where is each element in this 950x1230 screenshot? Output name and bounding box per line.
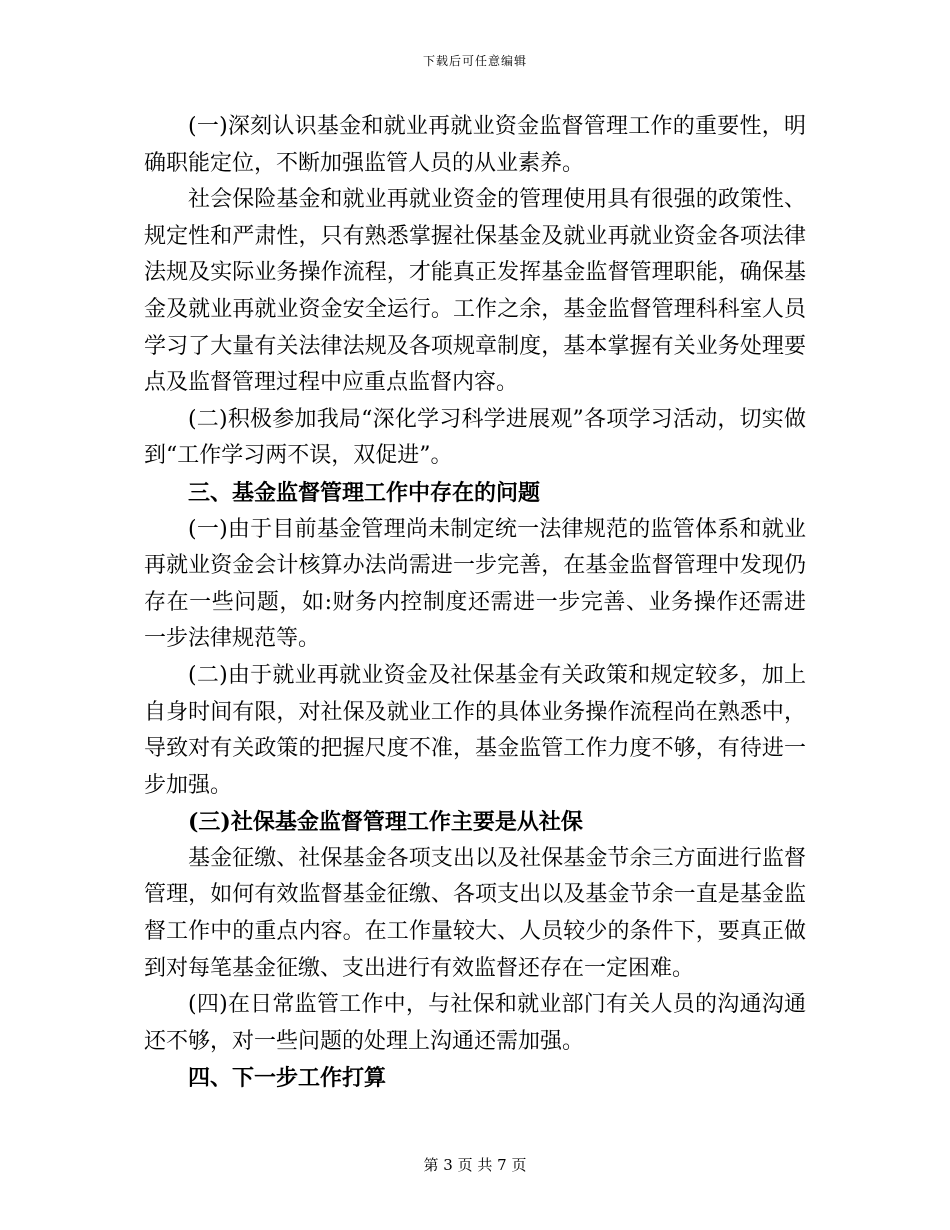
paragraph-6: 基金征缴、社保基金各项支出以及社保基金节余三方面进行监督管理，如何有效监督基金征缴、各项支出以及基金节余一直是基金监督工作中的重点内容。在工作量较大、人员较少的条件下，要真正做到对每笔基金征缴、支出进行有效监督还存在一定困难。 [144,845,806,981]
paragraph-5: (二)由于就业再就业资金及社保基金有关政策和规定较多，加上自身时间有限，对社保及就业工作的具体业务操作流程尚在熟悉中，导致对有关政策的把握尺度不准，基金监管工作力度不够，有待进一步加强。 [144,662,806,798]
paragraph-2: 社会保险基金和就业再就业资金的管理使用具有很强的政策性、规定性和严肃性，只有熟悉掌握社保基金及就业再就业资金各项法律法规及实际业务操作流程，才能真正发挥基金监督管理职能，确保基金及就业再就业资金安全运行。工作之余，基金监督管理科科室人员学习了大量有关法律法规及各项规章制度，基本掌握有关业务处理要点及监督管理过程中应重点监督内容。 [144,187,806,396]
paragraph-1: (一)深刻认识基金和就业再就业资金监督管理工作的重要性，明确职能定位，不断加强监管人员的从业素养。 [144,114,806,176]
document-body [144,109,806,1097]
page-header: 下载后可任意编辑 [422,54,527,68]
page-number: 第 3 页 共 7 页 [423,1156,527,1174]
paragraph-4: (一)由于目前基金管理尚未制定统一法律规范的监管体系和就业再就业资金会计核算办法尚需进一步完善，在基金监督管理中发现仍存在一些问题，如:财务内控制度还需进一步完善、业务操作还需进一步法律规范等。 [144,516,806,652]
section-heading-3: 三、基金监督管理工作中存在的问题 [188,479,541,506]
section-heading-4: 四、下一步工作打算 [188,1065,387,1092]
paragraph-3: (二)积极参加我局“深化学习科学进展观”各项学习活动，切实做到“工作学习两不误，双促进”。 [144,406,806,469]
paragraph-7: (四)在日常监管工作中，与社保和就业部门有关人员的沟通沟通还不够，对一些问题的处理上沟通还需加强。 [144,992,806,1054]
subheading-3: (三)社保基金监督管理工作主要是从社保 [188,809,583,836]
